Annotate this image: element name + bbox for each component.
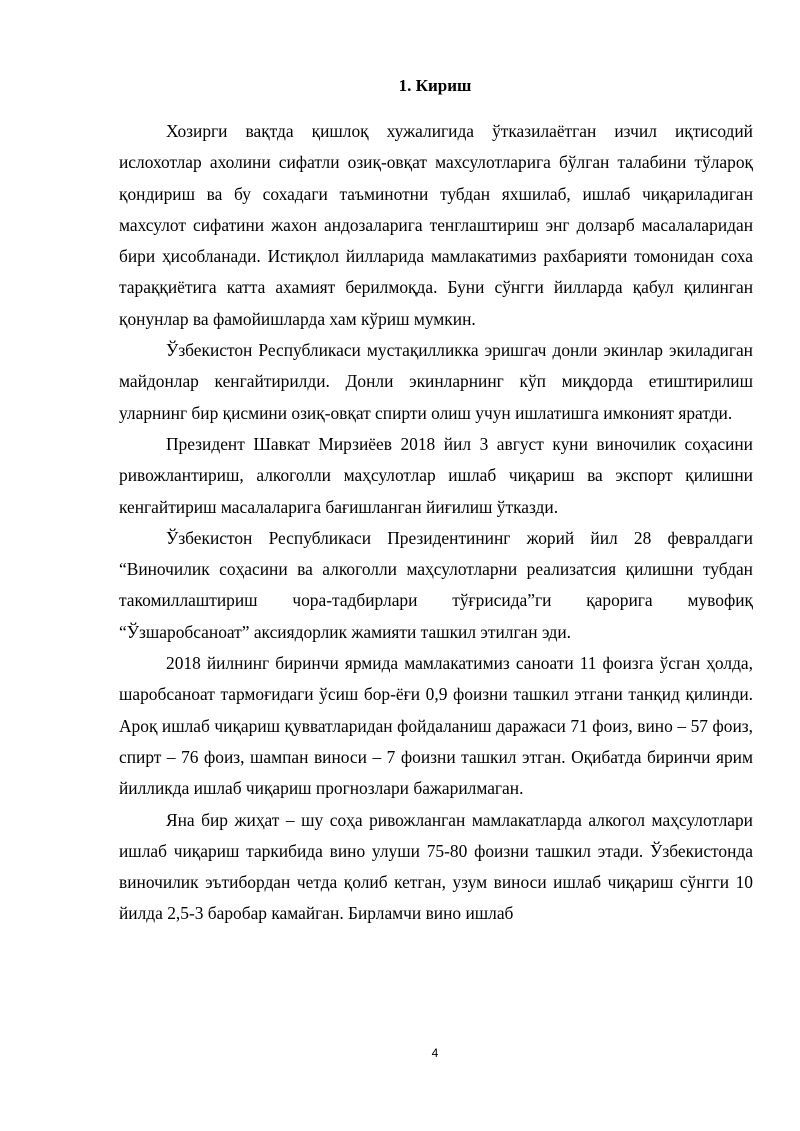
section-heading: 1. Кириш [398, 76, 472, 95]
page-number: 4 [431, 1046, 439, 1060]
body-text [119, 116, 753, 930]
paragraph: Яна бир жиҳат – шу соҳа ривожланган мамлакатларда алкогол маҳсулотлари ишлаб чиқариш таркибида вино улуши 75-80 фоизни ташкил этади. Ўзбекистонда виночилик эътибордан четда қолиб кетган, узум виноси ишлаб чиқариш сўнгги 10 йилда 2,5-3 баробар камайган. Бирламчи вино ишлаб [119, 809, 753, 924]
paragraph: Ўзбекистон Республикаси мустақилликка эришгач донли экинлар экиладиган майдонлар кенгайтирилди. Донли экинларнинг кўп миқдорда етиштирилиш уларнинг бир қисмини озиқ-овқат спирти олиш учун ишлатишга имконият яратди. [119, 340, 753, 423]
paragraph: Ўзбекистон Республикаси Президентининг жорий йил 28 февралдаги “Виночилик соҳасини ва алкоголли маҳсулотларни реализатсия қилишни тубдан такомиллаштириш чора-тадбирлари тўғрисида”ги қарорига мувофиқ “Ўзшаробсаноат” аксиядорлик жамияти ташкил этилган эди. [119, 527, 753, 642]
paragraph: Хозирги вақтда қишлоқ хужалигида ўтказилаётган изчил иқтисодий ислохотлар ахолини сифатли озиқ-овқат махсулотларига бўлган талабини тўлароқ қондириш ва бу сохадаги таъминотни тубдан яхшилаб, ишлаб чиқариладиган махсулот сифатини жахон андозаларига тенглаштириш энг долзарб масалаларидан бири ҳисобланади. Истиқлол йилларида мамлакатимиз рахбарияти томонидан соха тараққиётига катта ахамият берилмоқда. Буни сўнгги йилларда қабул қилинган қонунлар ва фамойишларда хам кўриш мумкин. [119, 121, 753, 329]
paragraph: 2018 йилнинг биринчи ярмида мамлакатимиз саноати 11 фоизга ўсган ҳолда, шаробсаноат тармоғидаги ўсиш бор-ёғи 0,9 фоизни ташкил этгани танқид қилинди. Ароқ ишлаб чиқариш қувватларидан фойдаланиш даражаси 71 фоиз, вино – 57 фоиз, спирт – 76 фоиз, шампан виноси – 7 фоизни ташкил этган. Оқибатда биринчи ярим йилликда ишлаб чиқариш прогнозлари бажарилмаган. [119, 653, 753, 799]
paragraph: Президент Шавкат Мирзиёев 2018 йил 3 август куни виночилик соҳасини ривожлантириш, алкоголли маҳсулотлар ишлаб чиқариш ва экспорт қилишни кенгайтириш масалаларига бағишланган йиғилиш ўтказди. [119, 433, 753, 517]
